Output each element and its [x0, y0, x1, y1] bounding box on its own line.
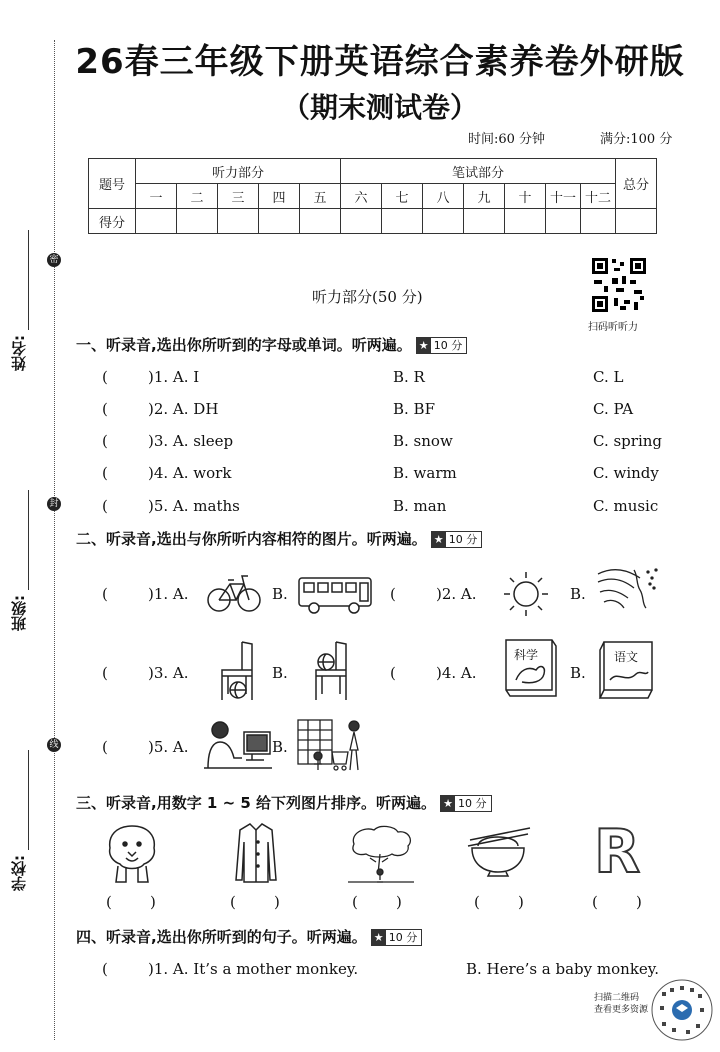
question-a: )3. A. sleep: [148, 432, 234, 450]
score-cell[interactable]: [300, 209, 341, 234]
answer-paren[interactable]: ( ): [106, 893, 156, 911]
option-c: C. PA: [593, 400, 634, 418]
class-line[interactable]: [28, 490, 29, 590]
score-cell[interactable]: [505, 209, 546, 234]
points-badge: [416, 337, 468, 354]
question-a: )2. A.: [436, 585, 477, 603]
answer-paren[interactable]: ( ): [352, 893, 402, 911]
row-label-score: 得分: [89, 209, 136, 234]
answer-paren[interactable]: (: [390, 585, 396, 603]
star-icon: ★: [417, 338, 431, 353]
shopping-icon: [296, 716, 368, 776]
star-icon: ★: [432, 532, 446, 547]
full-score: 满分:100 分: [600, 132, 673, 147]
col-number: 六: [341, 184, 382, 209]
section3-heading-text: 三、听录音,用数字 1 ~ 5 给下列图片排序。听两遍。: [76, 794, 437, 812]
answer-paren[interactable]: (: [102, 432, 108, 450]
col-number: 五: [300, 184, 341, 209]
row-label-question: 题号: [89, 159, 136, 209]
total-header: 总分: [616, 159, 657, 209]
question-a: )1. A. I: [148, 368, 200, 386]
chair-ball-under-icon: [212, 640, 262, 702]
option-c: C. windy: [593, 464, 659, 482]
name-line[interactable]: [28, 230, 29, 330]
option-b: B. warm: [393, 464, 457, 482]
option-b: B.: [272, 738, 288, 756]
answer-paren[interactable]: (: [102, 368, 108, 386]
name-label: 姓名:: [10, 335, 28, 371]
answer-paren[interactable]: (: [102, 738, 108, 756]
score-cell[interactable]: [259, 209, 300, 234]
option-c: C. spring: [593, 432, 663, 450]
col-number: 十一: [546, 184, 581, 209]
score-table: [88, 158, 657, 234]
bottom-caption-line: 扫描二维码: [594, 993, 640, 1003]
score-cell[interactable]: [382, 209, 423, 234]
qr-caption: 扫码听听力: [588, 322, 638, 333]
option-b: B.: [570, 664, 586, 682]
school-label: 学校:: [10, 855, 28, 891]
option-b: B.: [272, 585, 288, 603]
section4-heading-text: 四、听录音,选出你所听到的句子。听两遍。: [76, 928, 367, 946]
star-icon: ★: [372, 930, 386, 945]
section1-heading-text: 一、听录音,选出你所听到的字母或单词。听两遍。: [76, 336, 412, 354]
book-title: 科学: [514, 648, 539, 662]
answer-paren[interactable]: (: [102, 400, 108, 418]
question-a: )2. A. DH: [148, 400, 219, 418]
question-a: )4. A. work: [148, 464, 232, 482]
score-cell[interactable]: [423, 209, 464, 234]
answer-paren[interactable]: (: [390, 664, 396, 682]
points-text: 10 分: [458, 797, 487, 810]
answer-paren[interactable]: ( ): [592, 893, 642, 911]
col-number: 十: [505, 184, 546, 209]
option-c: C. L: [593, 368, 624, 386]
col-number: 二: [177, 184, 218, 209]
chair-ball-on-icon: [306, 640, 356, 702]
bottom-caption-line: 查看更多资源: [594, 1005, 649, 1015]
seal-mark: 线: [47, 738, 61, 752]
score-cell[interactable]: [581, 209, 616, 234]
qr-code[interactable]: [590, 256, 648, 318]
section1-heading: [76, 334, 467, 355]
section2-heading: [76, 528, 482, 549]
score-cell[interactable]: [464, 209, 505, 234]
answer-paren[interactable]: (: [102, 960, 108, 978]
tree-icon: [346, 822, 416, 884]
shirt-icon: [234, 822, 278, 884]
section2-heading-text: 二、听录音,选出与你所听内容相符的图片。听两遍。: [76, 530, 427, 548]
option-b: B. Here’s a baby monkey.: [466, 960, 660, 978]
option-b: B. BF: [393, 400, 435, 418]
answer-paren[interactable]: (: [102, 585, 108, 603]
cut-line: [54, 40, 55, 1040]
bicycle-icon: [206, 568, 262, 616]
answer-paren[interactable]: (: [102, 497, 108, 515]
answer-paren[interactable]: (: [102, 664, 108, 682]
seal-mark: 封: [47, 497, 61, 511]
points-text: 10 分: [448, 533, 478, 546]
question-a: )3. A.: [148, 664, 189, 682]
option-b: B. man: [393, 497, 447, 515]
option-b: B. R: [393, 368, 425, 386]
question-a: )5. A. maths: [148, 497, 240, 515]
score-cell[interactable]: [341, 209, 382, 234]
class-label: 班级:: [10, 595, 28, 631]
answer-paren[interactable]: ( ): [230, 893, 280, 911]
wind-icon: [594, 562, 660, 612]
book-title: 语文: [614, 650, 639, 664]
score-cell[interactable]: [177, 209, 218, 234]
points-badge: [431, 531, 483, 548]
answer-paren[interactable]: (: [102, 464, 108, 482]
seal-mark: 密: [47, 253, 61, 267]
points-badge: [371, 929, 423, 946]
points-text: 10 分: [388, 931, 418, 944]
option-b: B.: [570, 585, 586, 603]
question-a: )4. A.: [436, 664, 477, 682]
lion-icon: [104, 822, 160, 886]
writing-header: 笔试部分: [341, 159, 616, 184]
exam-time: 时间:60 分钟: [468, 132, 546, 147]
score-cell[interactable]: [136, 209, 177, 234]
rice-bowl-icon: [466, 826, 532, 878]
question-a: )1. A.: [148, 585, 189, 603]
letter-r: R: [594, 817, 641, 887]
option-b: B. snow: [393, 432, 453, 450]
option-c: C. music: [593, 497, 659, 515]
points-text: 10 分: [433, 339, 463, 352]
question-a: )5. A.: [148, 738, 189, 756]
woman-computer-icon: [202, 718, 274, 774]
page-subtitle: （期末测试卷）: [281, 91, 478, 124]
school-line[interactable]: [28, 750, 29, 850]
col-number: 七: [382, 184, 423, 209]
col-number: 九: [464, 184, 505, 209]
score-cell[interactable]: [218, 209, 259, 234]
listening-header: 听力部分: [136, 159, 341, 184]
col-number: 八: [423, 184, 464, 209]
points-badge: [440, 795, 492, 812]
col-number: 四: [259, 184, 300, 209]
question-a: )1. A. It’s a mother monkey.: [148, 960, 359, 978]
bottom-qr-caption: [594, 992, 648, 1016]
option-b: B.: [272, 664, 288, 682]
part-title: 听力部分(50 分): [312, 288, 423, 306]
col-number: 十二: [581, 184, 616, 209]
bus-icon: [296, 572, 374, 616]
section3-heading: [76, 792, 492, 813]
bottom-qr-code[interactable]: [650, 978, 714, 1046]
col-number: 三: [218, 184, 259, 209]
star-icon: ★: [441, 796, 455, 811]
page-title: 26春三年级下册英语综合素养卷外研版: [75, 42, 685, 82]
section4-heading: [76, 926, 422, 947]
answer-paren[interactable]: ( ): [474, 893, 524, 911]
score-cell[interactable]: [546, 209, 581, 234]
sun-icon: [500, 568, 552, 620]
score-cell[interactable]: [616, 209, 657, 234]
col-number: 一: [136, 184, 177, 209]
